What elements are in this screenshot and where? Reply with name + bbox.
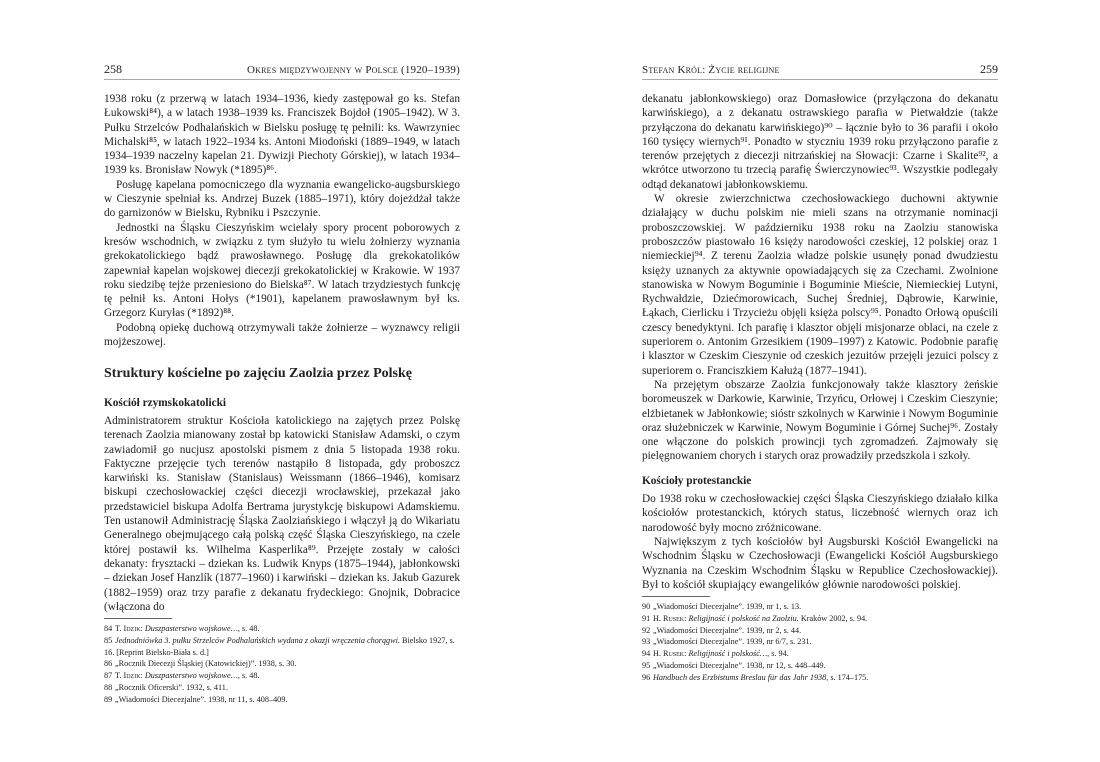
footnote-text: Kraków 2002, s. 94. (798, 613, 868, 623)
right-paragraph-5: Największym z tych kościołów był Augsburski Kościół Ewangelicki na Wschodnim Śląsku w Czechosłowacji (Ewangelicki Kościół Augsburskiego Wyznania na Czeskim Wschodnim Śląsku w Republice Czechosłowackiej). Był to kościół skupiający ewangelików głównie narodowości polskiej. (642, 535, 998, 591)
footnote-text: „Rocznik Diecezji Śląskiej (Katowickiej)”. 1938, s. 30. (115, 659, 297, 669)
footnote-mark: 95 (642, 661, 651, 671)
footnote-title: Handbuch des Erzbistums Breslau für das Jahr 1938 (653, 672, 827, 682)
left-paragraph-2: Posługę kapelana pomocniczego dla wyznania ewangelicko-augsburskiego w Cieszynie spełniał ks. Andrzej Buzek (1885–1971), który dojeżdżał także do garnizonów w Bielsku, Rybniku i Pszczynie. (104, 178, 460, 220)
subsection-heading-protestant: Kościoły protestanckie (642, 474, 752, 487)
footnote-mark: 94 (642, 649, 651, 659)
footnote-title: Duszpasterstwo wojskowe… (144, 671, 238, 681)
right-paragraph-1: dekanatu jabłonkowskiego) oraz Domasłowice (przyłączona do dekanatu karwińskiego), a z dekanatu ostrawskiego parafia w Pietwałdzie (także przyłączona do dekanatu karwińskiego)⁹⁰ – łącznie było to 36 parafii i około 160 tysięcy wiernych⁹¹. Ponadto w styczniu 1939 roku przyłączono parafie z terenów przejętych z diecezji nitrzańskiej na Słowacji: Czarne i Skalite⁹², a wkrótce utworzono tu trzecią parafię Świerczynowiec⁹³. Wszystkie podlegały odtąd dekanatowi jabłonkowskiemu. (642, 93, 998, 191)
left-page-number: 258 (104, 62, 122, 76)
footnote-text: Bielsko 1927, s. 16. [Reprint Bielsko-Biała s. d.] (104, 635, 455, 657)
footnote (104, 658, 460, 670)
footnote (104, 682, 460, 694)
footnote (104, 670, 460, 682)
footnote (642, 636, 998, 648)
footnote-mark: 90 (642, 602, 651, 612)
right-running-head (642, 62, 998, 80)
left-footnotes (104, 623, 460, 706)
footnote-text: , s. 174–175. (826, 672, 869, 682)
footnote (642, 625, 998, 637)
footnote-text: „Rocznik Oficerski”. 1932, s. 411. (115, 683, 228, 693)
left-running-head (104, 62, 460, 80)
footnote-text: „Wiadomości Diecezjalne”. 1939, nr 1, s. 13. (653, 602, 802, 612)
footnote-title: Duszpasterstwo wojskowe… (144, 624, 238, 634)
right-page (642, 62, 998, 684)
footnote (104, 623, 460, 635)
right-paragraph-2: W okresie zwierzchnictwa czechosłowackiego duchowni aktywnie działający w duchu polskim nie mieli szans na otrzymanie nominacji proboszczowskiej. W październiku 1938 roku na Zaolziu stanowiska proboszczów piastowało 16 księży narodowości czeskiej, 12 polskiej oraz 1 niemieckiej⁹⁴. Z terenu Zaolzia władze polskie usunęły ponad dwudziestu księży uznanych za aktywnie opowiadających się za Czechami. Zwolnione stanowiska w Nowym Boguminie i Boguminie Mieście, Niemieckiej Lutyni, Rychwałdzie, Dziećmorowicach, Suchej Średniej, Dąbrowie, Karwinie, Łąkach, Cierlicku i Trzycieżu objęli księża polscy⁹⁵. Ponadto Orłową opuścili czescy benedyktyni. Ich parafię i klasztor objęli misjonarze oblaci, na czele z superiorem o. Antonim Grzesikiem (1909–1997) z Katowic. Podobnie parafię i klasztor w Czeskim Cieszynie od czeskich jezuitów przejęli jezuici polscy z superiorem o. Franciszkiem Kałużą (1877–1941). (642, 193, 998, 377)
footnote-text: „Wiadomości Diecezjalne”. 1938, nr 12, s. 448–449. (653, 661, 826, 671)
footnote-mark: 92 (642, 625, 651, 635)
footnote (642, 648, 998, 660)
footnote-author: H. Rusek: (653, 649, 689, 659)
right-paragraph-3: Na przejętym obszarze Zaolzia funkcjonowały także klasztory żeńskie boromeuszek w Darkowie, Karwinie, Trzyńcu, Orłowej i Czeskim Cieszynie; elżbietanek w Jabłonkowie; sióstr szkolnych w Karwinie i Nowym Boguminie oraz służebniczek w Karwinie, Nowym Boguminie i Górnej Suchej⁹⁶. Zostały one włączone do polskich prowincji tych zgromadzeń. Zajmowały się pielęgnowaniem chorych i starych oraz prowadziły przedszkola i szkoły. (642, 378, 998, 463)
footnote (642, 601, 998, 613)
right-footnotes (642, 601, 998, 684)
footnote-title: Religijność i polskość… (688, 649, 768, 659)
left-paragraph-1: 1938 roku (z przerwą w latach 1934–1936, kiedy zastępował go ks. Stefan Łukowski⁸⁴), a w latach 1938–1939 ks. Franciszek Bojdoł (1905–1942). W 3. Pułku Strzelców Podhalańskich w Bielsku posługę tę pełnili: ks. Wawrzyniec Michalski⁸⁵, w latach 1922–1934 ks. Antoni Miodoński (1889–1949, w latach 1934–1939 naczelny kapelan 21. Dywizji Piechoty Górskiej), w latach 1934–1939 ks. Bronisław Nowyk (*1895)⁸⁶. (104, 93, 460, 177)
left-body (104, 92, 460, 614)
footnote-text: „Wiadomości Diecezjalne”. 1938, nr 11, s. 408–409. (115, 694, 288, 704)
footnote-title: Jednodniówka 3. pułku Strzelców Podhalańskich wydana z okazji wręczenia chorągwi. (115, 635, 400, 645)
footnote-mark: 89 (104, 694, 113, 704)
footnote (642, 660, 998, 672)
left-paragraph-5: Administratorem struktur Kościoła katolickiego na zajętych przez Polskę terenach Zaolzia mianowany został bp katowicki Stanisław Adamski, o czym zawiadomił go nucjusz apostolski pismem z dnia 5 listopada 1938 roku. Faktyczne przejęcie tych terenów nastąpiło 8 listopada, gdy proboszcz karwiński ks. Stanisław (Stanislaus) Weissmann (1866–1946), komisarz biskupi czechosłowackiej części diecezji wrocławskiej, przekazał jako przedstawiciel biskupa Adolfa Bertrama jurystykcję biskupowi Adamskiemu. Ten ustanowił Administrację Śląska Zaolziańskiego i włączył ją do Wikariatu Generalnego obejmującego całą polską część Śląska Cieszyńskiego, na czele której postawił ks. Wilhelma Kasperlika⁸⁹. Przejęte zostały w całości dekanaty: frysztacki – dziekan ks. Ludwik Knyps (1875–1944), jabłonkowski – dziekan Josef Hanzlík (1877–1960) i karwiński – dziekan ks. Jakub Gazurek (1882–1959) oraz trzy parafie z dekanatu frydeckiego: Gnojnik, Dobracice (włączona do (104, 414, 460, 613)
footnote-mark: 85 (104, 635, 113, 645)
footnote (104, 635, 460, 659)
right-footnote-rule (642, 596, 710, 597)
footnote-title: Religijność i polskość na Zaolziu. (688, 613, 799, 623)
footnote-text: „Wiadomości Diecezjalne”. 1939, nr 6/7, s. 231. (653, 637, 812, 647)
footnote-text: , s. 94. (767, 649, 789, 659)
footnote-mark: 84 (104, 624, 113, 634)
subsection-heading-catholic: Kościół rzymskokatolicki (104, 396, 227, 409)
left-page (104, 62, 460, 706)
footnote-text: , s. 48. (237, 671, 260, 681)
footnote-mark: 86 (104, 659, 113, 669)
footnote-text: „Wiadomości Diecezjalne”. 1939, nr 2, s. 44. (653, 625, 802, 635)
footnote-mark: 96 (642, 672, 651, 682)
footnote-author: T. Idzik: (115, 671, 145, 681)
footnote-mark: 93 (642, 637, 651, 647)
left-footnote-rule (104, 618, 172, 619)
footnote-author: T. Idzik: (115, 624, 145, 634)
footnote-mark: 87 (104, 671, 113, 681)
left-running-title: Okres międzywojenny w Polsce (1920–1939) (247, 64, 460, 76)
section-heading: Struktury kościelne po zajęciu Zaolzia przez Polskę (104, 366, 412, 382)
right-page-number: 259 (980, 62, 998, 76)
left-paragraph-4: Podobną opiekę duchową otrzymywali także żołnierze – wyznawcy religii mojżeszowej. (104, 321, 460, 349)
footnote (642, 672, 998, 684)
footnote-author: H. Rusek: (653, 613, 689, 623)
left-paragraph-3: Jednostki na Śląsku Cieszyńskim wcielały spory procent poborowych z kresów wschodnich, w związku z tym służyło tu wielu żołnierzy wyznania grekokatolickiego bądź prawosławnego. Posługę dla grekokatolików zapewniał kapelan wojskowej diecezji grekokatolickiej w Krakowie. W 1937 roku siedzibę tejże przeniesiono do Bielska⁸⁷. W latach trzydziestych funkcję tę pełnił ks. Antoni Hołys (*1901), kapelanem prawosławnym był ks. Grzegorz Kuryłas (*1892)⁸⁸. (104, 221, 460, 320)
footnote (642, 613, 998, 625)
right-running-title: Stefan Król: Życie religijne (642, 64, 780, 76)
footnote-text: , s. 48. (237, 624, 260, 634)
right-paragraph-4: Do 1938 roku w czechosłowackiej części Śląska Cieszyńskiego działało kilka kościołów protestanckich, których status, liczebność wiernych oraz ich narodowość były mocno zróżnicowane. (642, 493, 998, 534)
right-body (642, 92, 998, 592)
footnote-mark: 88 (104, 683, 113, 693)
footnote-mark: 91 (642, 613, 651, 623)
footnote (104, 694, 460, 706)
